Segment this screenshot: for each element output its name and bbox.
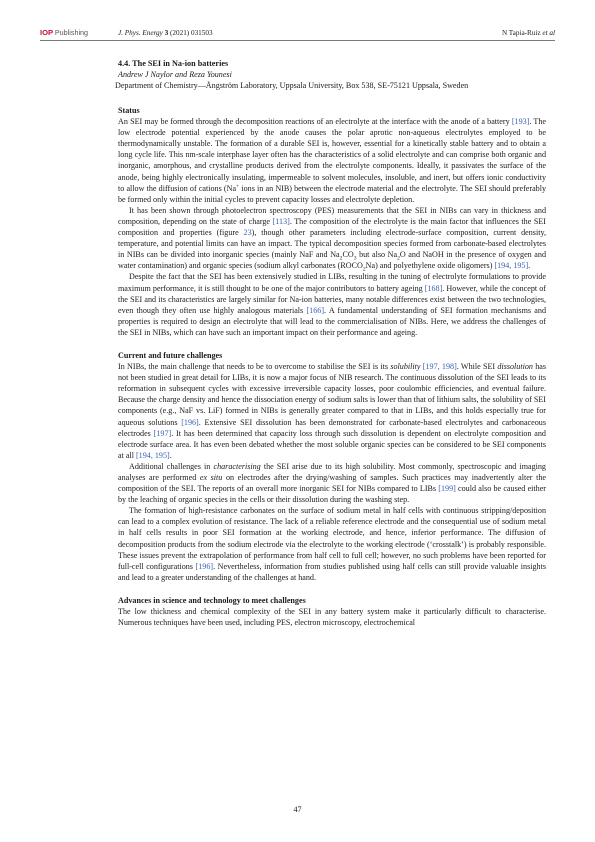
citation-link[interactable]: [113] (272, 216, 290, 226)
challenges-paragraph-2: Additional challenges in characterising the SEI arise due to its high solubility. Most commonly, spectroscopic and imaging analyses are performed ex situ on electrodes after the drying/washing of samples. Such practices may inadvertently alter the composition of the SEI. The reports of an overall more inorganic SEI for NIBs compared to LIBs [199] could also be caused either by the leaching of organic species in the cells or their dissolution during the washing step. (118, 461, 547, 505)
running-authors: N Tapia-Ruiz et al (501, 29, 555, 37)
citation-link[interactable]: [197, 198] (422, 362, 457, 372)
running-header (40, 26, 555, 40)
citation-link[interactable]: [168] (424, 283, 443, 293)
citation-link[interactable]: [196] (181, 417, 199, 427)
citation-link[interactable]: [194, 195] (494, 261, 529, 271)
status-paragraph-1: An SEI may be formed through the decomposition reactions of an electrolyte at the interface with the anode of a battery [193]. The low electrode potential experienced by the anode causes the polar aprotic non-aqueous electrolytes employed to be thermodynamically unstable. The formation of a durable SEI is, however, essential for a kinetically stable battery and to obtain a long cycle life. This nm-scale interphase layer often has the characteristics of a solid electrolyte and can comprise both organic and inorganic, amorphous, and crystalline products derived from the electrolyte components. Ideally, it passivates the surface of the anode, being highly electronically insulating, impermeable to solvent molecules, insoluble, and inert, but offers ionic conductivity to allow the diffusion of cations (Na+ ions in an NIB) between the electrode material and the electrolyte. The SEI should preferably be formed only within the initial cycles to prevent capacity losses and electrolyte depletion. (118, 117, 547, 204)
journal-year-article: (2021) 031503 (170, 29, 213, 37)
journal-volume: 3 (164, 29, 169, 37)
challenges-paragraph-1: In NIBs, the main challenge that needs to be to overcome to stabilise the SEI is its solubility [197, 198]. While SEI dissolution has not been studied in great detail for LIBs, it is now a major focus of NIB research. The continuous dissolution of the SEI leads to its reformation in subsequent cycles with excessive irreversible capacity losses, poor coulombic efficiencies, and eventual failure. Because the charge density and hence the dissociation energy of sodium salts is lower than that of lithium salts, the solubility of SEI components (e.g., NaF vs. LiF) formed in NIBs is generally greater compared to that in LIBs, and this holds especially true for aqueous solutions [196]. Extensive SEI dissolution has been demonstrated for carbonate-based electrolytes and carbonaceous electrodes [197]. It has been determined that capacity loss through such dissolution is dependent on electrolyte composition and electrode surface area. It has even been debated whether the most soluble organic species can be considered to be SEI components at all [194, 195]. (118, 362, 547, 460)
section-authors: Andrew J Naylor and Reza Younesi (118, 70, 232, 79)
citation-link[interactable]: [193] (511, 117, 530, 127)
challenges-heading: Current and future challenges (118, 350, 223, 360)
status-heading: Status (118, 106, 140, 115)
section-title: 4.4. The SEI in Na-ion batteries (118, 59, 229, 68)
citation-link[interactable]: [199] (438, 484, 456, 494)
citation-link[interactable]: [194, 195] (135, 450, 170, 460)
status-paragraph-3: Despite the fact that the SEI has been extensively studied in LIBs, resulting in the tuning of electrolyte formulations to provide maximum performance, it is still thought to be one of the major contributors to battery ageing [168]. However, while the concept of the SEI and its characteristics are largely similar for Na-ion batteries, many notable differences exist between the two technologies, even though they often use highly analogous materials [166]. A fundamental understanding of SEI formation mechanisms and properties is required to design an electrolyte that will lead to the commercialisation of NIBs. Here, we address the challenges of the SEI in NIBs, which can have such an important impact on their performance and ageing. (118, 272, 546, 337)
journal-citation (118, 26, 213, 40)
header-divider (40, 40, 555, 41)
figure-link[interactable]: 23 (243, 228, 252, 238)
citation-link[interactable]: [166] (306, 305, 325, 315)
page-number: 47 (293, 805, 302, 814)
status-paragraph-2: It has been shown through photoelectron spectroscopy (PES) measurements that the SEI in NIBs can vary in thickness and composition, depending on the state of charge [113]. The composition of the electrolyte is the main factor that influences the SEI composition and properties (figure 23), though other parameters including electrode-surface composition, current density, temperature, and potential limits can have an impact. The typical decomposition species formed from carbonate-based electrolytes in NIBs can be divided into inorganic species (mainly NaF and $Na_2CO_3$ but also $Na_2O$ and NaOH in the presence of oxygen and water contamination) and organic species (sodium alkyl carbonates $(ROCO_2Na)$ and polyethylene oxide oligomers) [194, 195]. (118, 205, 546, 273)
challenges-paragraph-3: The formation of high-resistance carbonates on the surface of sodium metal in half cells with continuous stripping/deposition can lead to a complex evolution of resistance. The lack of a reliable reference electrode and the consequential use of sodium metal in half cells results in poor SEI formation at the working electrode, and hence, inferior performance. The diffusion of decomposition products from the sodium electrode via the electrolyte to the working electrode (‘crosstalk’) is probably responsible. These issues prevent the extrapolation of performance from half cell to full cell; however, no such problems have been reported for full-cell configurations [196]. Nevertheless, information from studies published using half cells can still provide valuable insights and lead to a greater understanding of the challenges at hand. (118, 506, 546, 582)
advances-heading: Advances in science and technology to meet challenges (118, 595, 306, 605)
iop-publishing-logo: IOP Publishing (40, 28, 89, 37)
article-body (115, 58, 547, 628)
citation-link[interactable]: [197] (153, 428, 172, 438)
journal-name: J. Phys. Energy (118, 29, 163, 37)
citation-link[interactable]: [196] (195, 561, 214, 571)
section-affiliation: Department of Chemistry—Ångström Laboratory, Uppsala University, Box 538, SE-75121 Uppsala, Sweden (115, 81, 469, 90)
advances-paragraph-1: The low thickness and chemical complexity of the SEI in any battery system make it particularly difficult to characterise. Numerous techniques have been used, including PES, electron microscopy, electrochemical (118, 607, 546, 628)
